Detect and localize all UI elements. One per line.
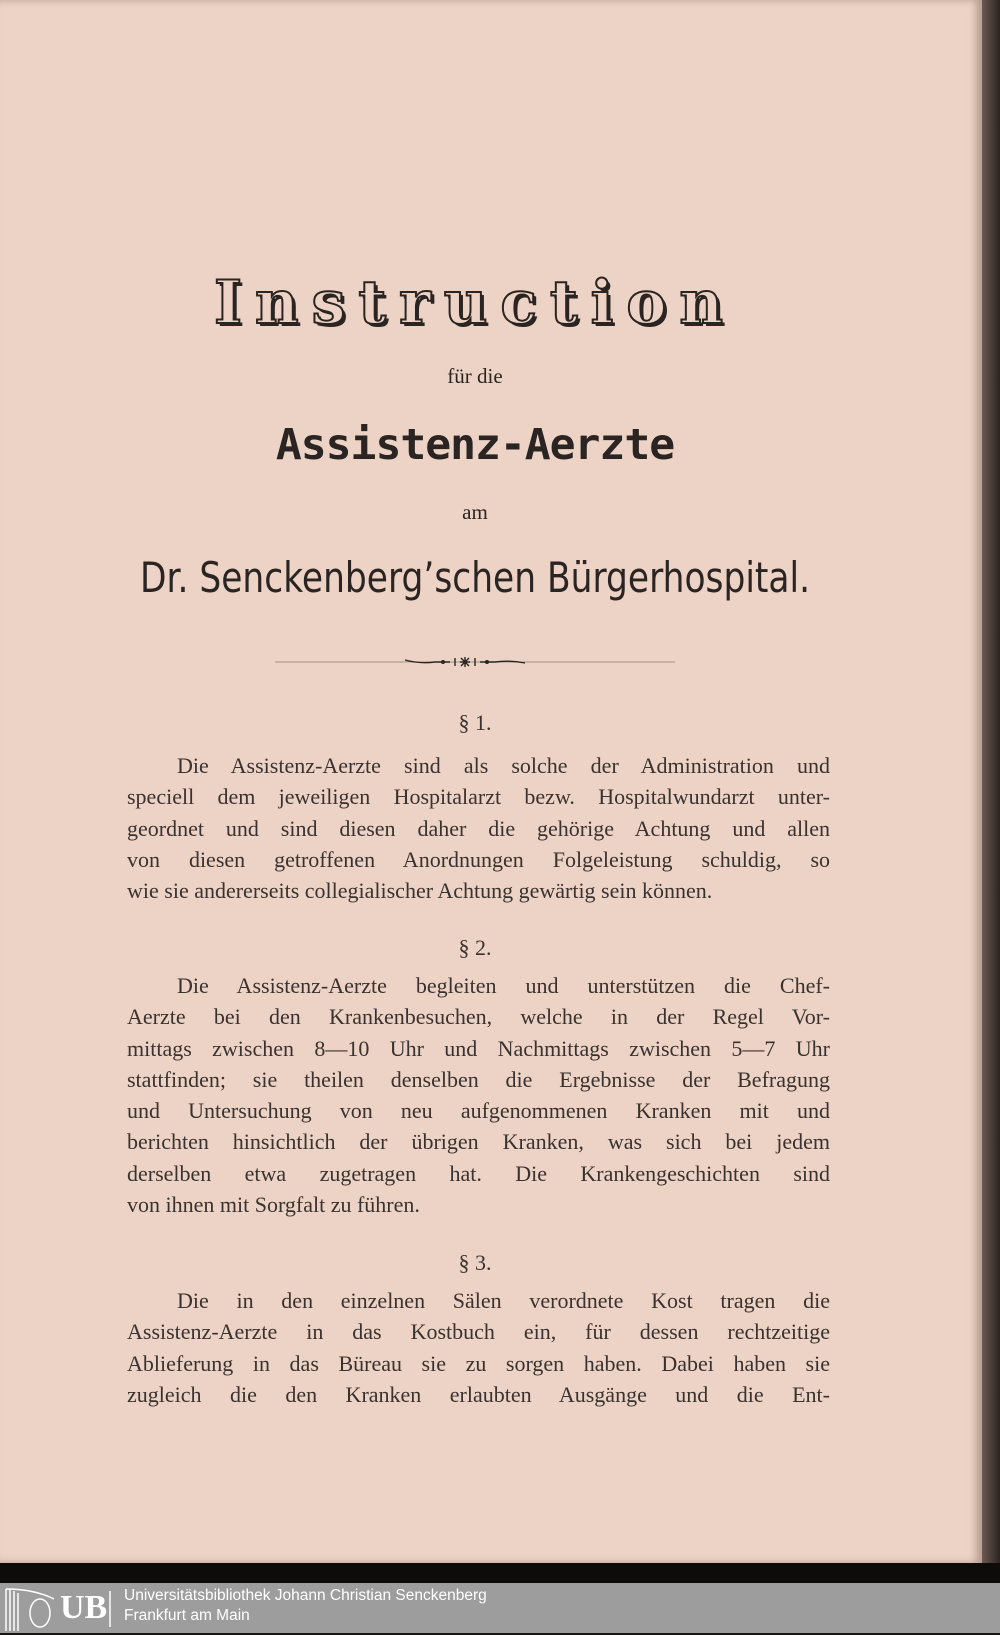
section-2-text <box>127 970 830 1220</box>
library-footer <box>0 1583 1000 1633</box>
ub-logo-text: UB <box>60 1589 108 1626</box>
section-3-text <box>127 1285 830 1410</box>
library-location: Frankfurt am Main <box>124 1607 250 1624</box>
text-line: und Untersuchung von neu aufgenommenen Kranken mit und <box>127 1098 830 1124</box>
subtitle-am: am <box>462 500 488 524</box>
text-line: geordnet und sind diesen daher die gehörige Achtung und allen <box>127 815 830 841</box>
subtitle-fuer-die: für die <box>447 364 503 388</box>
text-line: von diesen getroffenen Anordnungen Folgeleistung schuldig, so <box>127 846 830 872</box>
section-3-label: § 3. <box>458 1250 492 1275</box>
library-name: Universitätsbibliothek Johann Christian Senckenberg <box>124 1587 487 1604</box>
scan-background <box>0 1563 1000 1583</box>
text-line: Die Assistenz-Aerzte begleiten und unterstützen die Chef- <box>177 973 830 998</box>
heading-assistenz-aerzte: Assistenz-Aerzte <box>275 420 675 470</box>
text-line: Die in den einzelnen Sälen verordnete Kost tragen die <box>177 1288 830 1313</box>
text-line: Aerzte bei den Krankenbesuchen, welche in der Regel Vor- <box>127 1004 830 1030</box>
section-1-label: § 1. <box>458 710 492 735</box>
text-line: wie sie andererseits collegialischer Achtung gewärtig sein können. <box>127 878 713 904</box>
text-line: Die Assistenz-Aerzte sind als solche der Administration und <box>177 753 830 778</box>
section-2-label: § 2. <box>458 935 492 960</box>
section-1-text <box>127 750 830 906</box>
text-line: stattfinden; sie theilen denselben die Ergebnisse der Befragung <box>127 1066 830 1092</box>
page-edge-shadow <box>982 0 1000 1563</box>
text-line: Ablieferung in das Büreau sie zu sorgen haben. Dabei haben sie <box>127 1350 830 1376</box>
ub-logo <box>4 1587 114 1631</box>
text-line: berichten hinsichtlich der übrigen Kranken, was sich bei jedem <box>127 1129 830 1155</box>
text-line: speciell dem jeweiligen Hospitalarzt bezw. Hospitalwundarzt unter- <box>127 784 830 810</box>
text-line: mittags zwischen 8—10 Uhr und Nachmittags zwischen 5—7 Uhr <box>127 1035 830 1061</box>
text-line: Assistenz-Aerzte in das Kostbuch ein, für dessen rechtzeitige <box>127 1319 830 1345</box>
heading-hospital: Dr. Senckenberg’schen Bürgerhospital. <box>139 553 811 602</box>
document-title: Instruction <box>213 268 737 338</box>
ornament-divider <box>275 656 675 668</box>
text-line: von ihnen mit Sorgfalt zu führen. <box>127 1192 420 1218</box>
text-line: zugleich die den Kranken erlaubten Ausgänge und die Ent- <box>127 1381 830 1407</box>
text-line: derselben etwa zugetragen hat. Die Krankengeschichten sind <box>127 1160 830 1186</box>
